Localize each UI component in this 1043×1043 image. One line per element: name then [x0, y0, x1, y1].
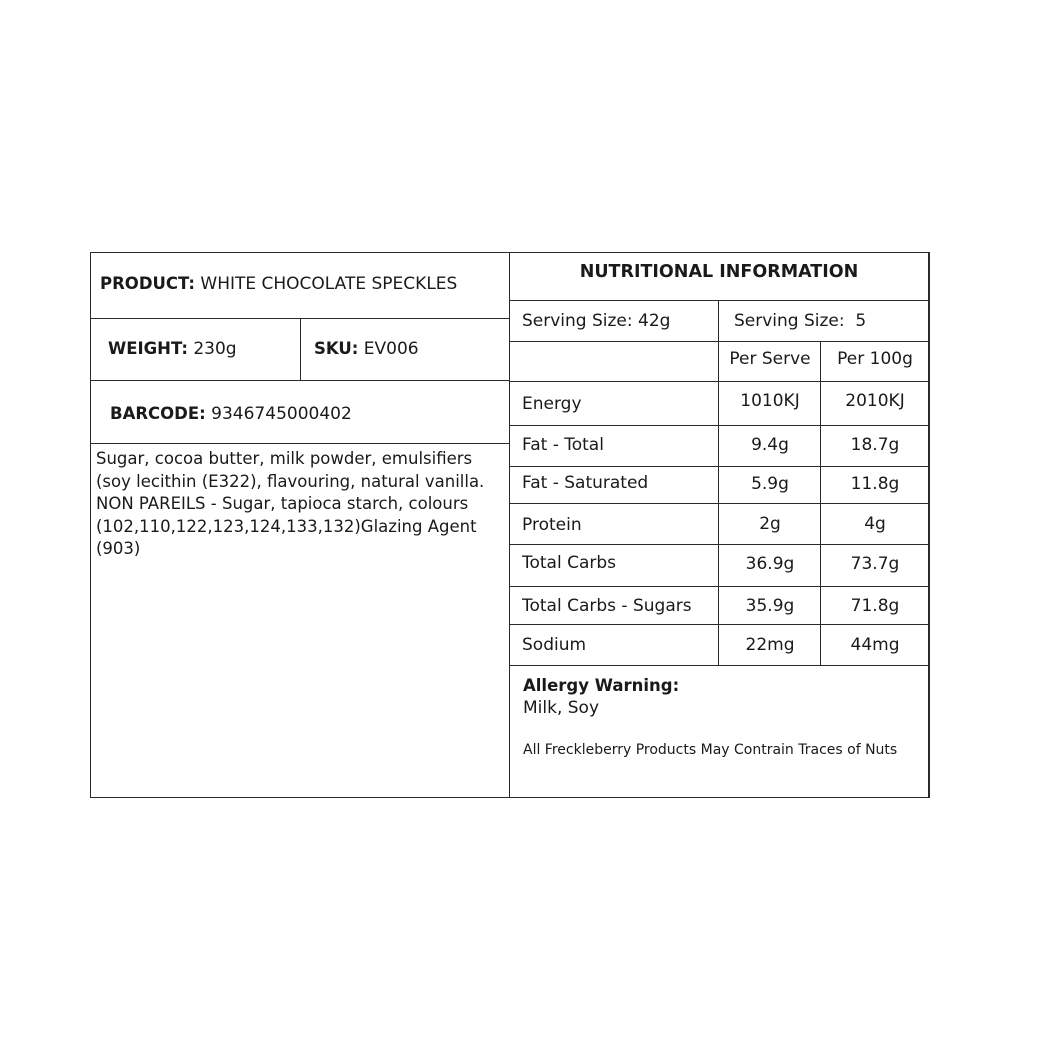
row-name: Total Carbs - Sugars	[522, 596, 692, 616]
barcode-label: BARCODE:	[110, 404, 206, 423]
ingredients-line: (soy lecithin (E322), flavouring, natural vanilla.	[96, 471, 485, 491]
row-per-serve: 22mg	[745, 635, 795, 655]
row-name: Protein	[522, 515, 582, 535]
hline-left-1	[90, 318, 510, 319]
divider-main	[509, 252, 510, 798]
allergy-note: All Freckleberry Products May Contrain Traces of Nuts	[523, 742, 898, 758]
ingredients-line: (102,110,122,123,124,133,132)Glazing Agent	[96, 516, 477, 536]
row-name: Fat - Total	[522, 435, 604, 455]
divider-right-edge	[928, 252, 929, 798]
hline-left-2	[90, 380, 510, 381]
sku-value: EV006	[363, 339, 419, 359]
hline-row-1	[510, 425, 930, 426]
row-name: Fat - Saturated	[522, 473, 649, 493]
ingredients-line: (903)	[96, 539, 141, 558]
nutrition-title: NUTRITIONAL INFORMATION	[579, 262, 859, 282]
hline-row-5	[510, 586, 930, 587]
weight-value: 230g	[193, 339, 237, 359]
allergy-title: Allergy Warning:	[523, 676, 680, 695]
product-name-line	[100, 274, 457, 294]
sku-label: SKU:	[314, 339, 359, 358]
row-name: Energy	[522, 394, 582, 414]
hline-left-3	[90, 443, 510, 444]
ingredients-text	[96, 448, 506, 561]
row-per-100g: 11.8g	[850, 474, 900, 494]
allergy-items: Milk, Soy	[523, 698, 600, 718]
row-per-serve: 2g	[759, 514, 781, 534]
divider-col-100g	[820, 341, 821, 665]
barcode-value: 9346745000402	[211, 404, 352, 424]
barcode-line	[110, 404, 352, 424]
divider-col-serve	[718, 300, 719, 665]
col-header-per-serve: Per Serve	[729, 349, 811, 369]
weight-line	[108, 339, 237, 359]
ingredients-line: NON PAREILS - Sugar, tapioca starch, colours	[96, 494, 469, 513]
row-name: Total Carbs	[522, 553, 617, 573]
hline-row-3	[510, 503, 930, 504]
weight-label: WEIGHT:	[108, 339, 188, 358]
col-header-per-100g: Per 100g	[837, 349, 913, 369]
row-per-serve: 9.4g	[751, 435, 789, 455]
hline-right-serving	[510, 341, 930, 342]
sku-line	[314, 339, 419, 359]
row-per-serve: 35.9g	[745, 596, 795, 616]
product-label-card	[90, 252, 930, 798]
hline-right-head	[510, 381, 930, 382]
row-name: Sodium	[522, 635, 587, 655]
row-per-100g: 73.7g	[850, 554, 900, 574]
product-label: PRODUCT:	[100, 274, 195, 293]
row-per-serve: 1010KJ	[740, 391, 800, 411]
row-per-serve: 36.9g	[745, 554, 795, 574]
serving-size: Serving Size: 42g	[522, 311, 671, 331]
row-per-100g: 2010KJ	[845, 391, 905, 411]
row-per-100g: 71.8g	[850, 596, 900, 616]
product-value: WHITE CHOCOLATE SPECKLES	[200, 274, 458, 294]
hline-row-4	[510, 544, 930, 545]
row-per-100g: 18.7g	[850, 435, 900, 455]
hline-row-2	[510, 466, 930, 467]
ingredients-line: Sugar, cocoa butter, milk powder, emulsifiers	[96, 449, 473, 468]
hline-row-7	[510, 665, 930, 666]
hline-right-title	[510, 300, 930, 301]
servings-per-pack: Serving Size: 5	[734, 311, 867, 331]
hline-row-6	[510, 624, 930, 625]
row-per-100g: 44mg	[850, 635, 900, 655]
row-per-serve: 5.9g	[751, 474, 789, 494]
row-per-100g: 4g	[864, 514, 886, 534]
divider-left-inner	[300, 318, 301, 381]
